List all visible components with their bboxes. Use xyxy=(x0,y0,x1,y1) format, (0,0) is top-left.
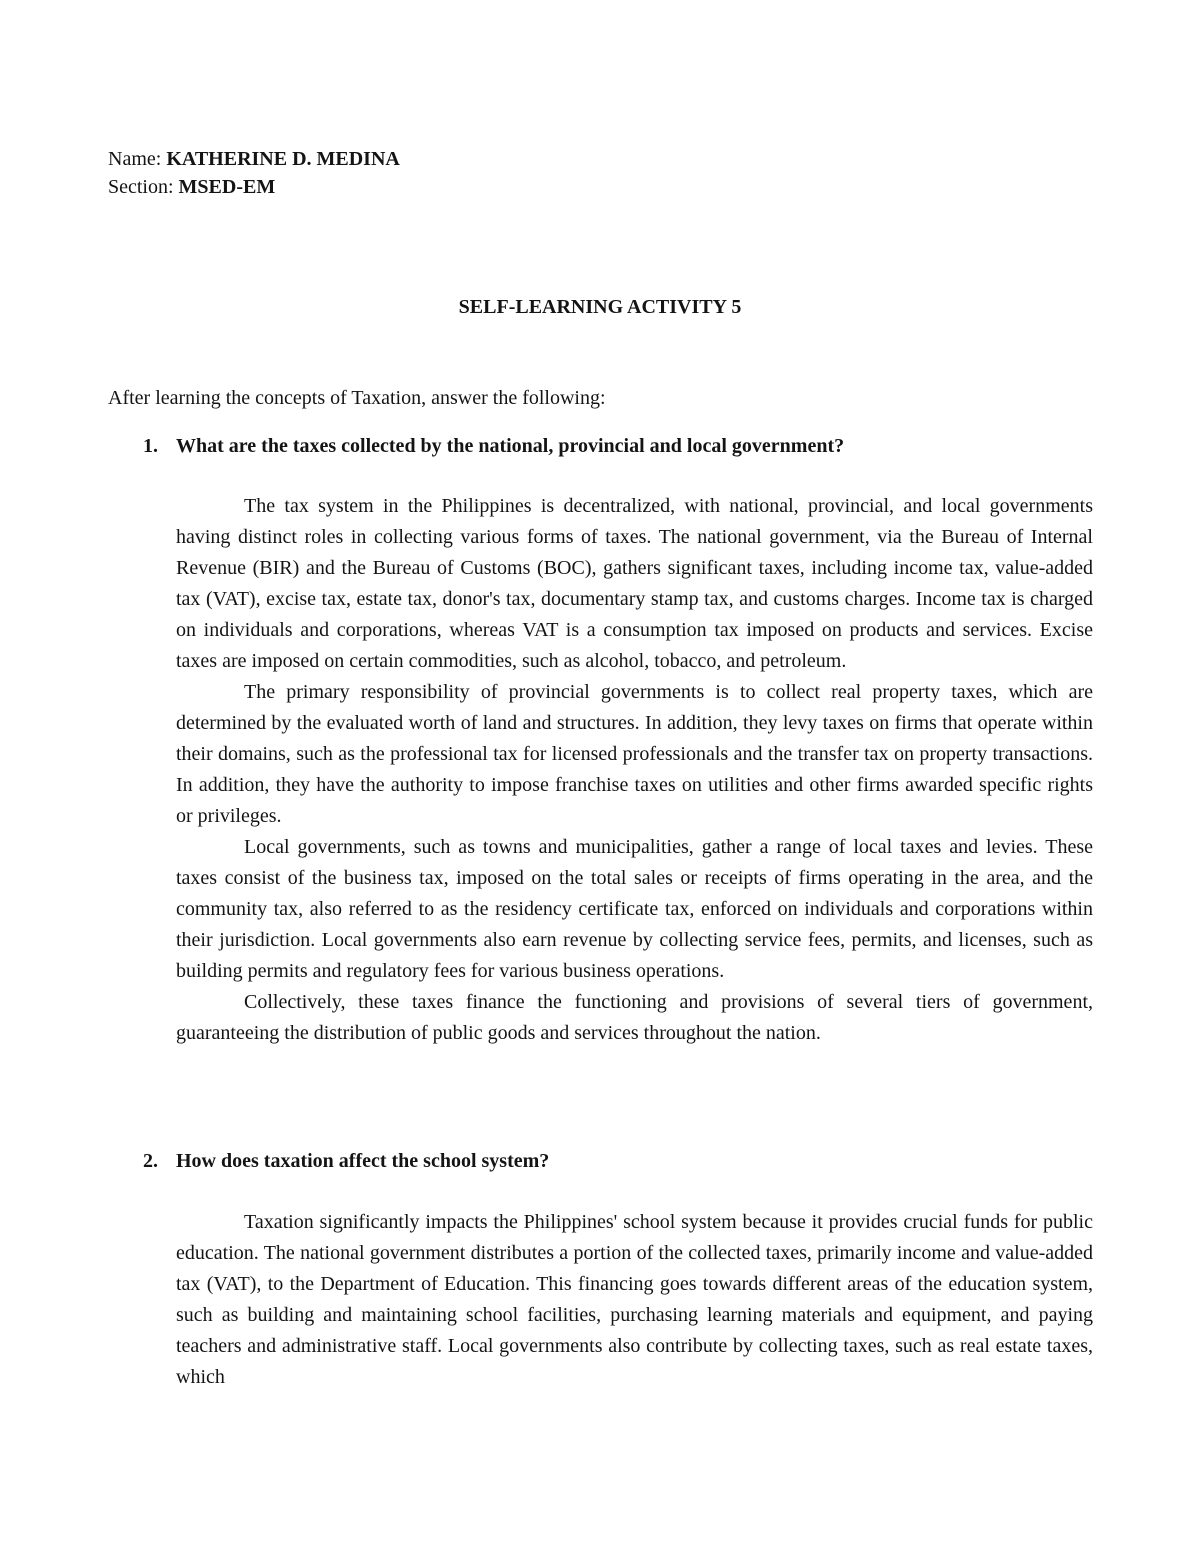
student-name: KATHERINE D. MEDINA xyxy=(166,148,400,170)
document-title: SELF-LEARNING ACTIVITY 5 xyxy=(458,296,742,318)
intro-text: After learning the concepts of Taxation, answer the following: xyxy=(108,387,606,409)
answer-1 xyxy=(176,491,1093,1049)
name-label: Name: xyxy=(108,148,167,170)
answer-paragraph: Taxation significantly impacts the Philippines' school system because it provides crucial funds for public education. The national government distributes a portion of the collected taxes, primarily income and value-added tax (VAT), to the Department of Education. This financing goes towards different areas of the education system, such as building and maintaining school facilities, purchasing learning materials and equipment, and paying teachers and administrative staff. Local governments also contribute by collecting taxes, such as real estate taxes, which xyxy=(176,1211,1093,1388)
question-number: 2. xyxy=(143,1150,158,1172)
section-line xyxy=(108,173,400,201)
question-text: What are the taxes collected by the national, provincial and local government? xyxy=(176,435,845,457)
answer-2 xyxy=(176,1207,1093,1393)
question-1 xyxy=(108,432,1098,460)
question-2 xyxy=(108,1147,1098,1175)
section-value: MSED-EM xyxy=(178,176,276,198)
answer-paragraph: The primary responsibility of provincial governments is to collect real property taxes, which are determined by the evaluated worth of land and structures. In addition, they levy taxes on firms that operate within their domains, such as the professional tax for licensed professionals and the transfer tax on property transactions. In addition, they have the authority to impose franchise taxes on utilities and other firms awarded specific rights or privileges. xyxy=(176,681,1093,827)
name-line xyxy=(108,145,400,173)
answer-paragraph: Local governments, such as towns and municipalities, gather a range of local taxes and levies. These taxes consist of the business tax, imposed on the total sales or receipts of firms operating in the area, and the community tax, also referred to as the residency certificate tax, enforced on individuals and corporations within their jurisdiction. Local governments also earn revenue by collecting service fees, permits, and licenses, such as building permits and regulatory fees for various business operations. xyxy=(176,836,1093,982)
answer-paragraph: The tax system in the Philippines is decentralized, with national, provincial, and local governments having distinct roles in collecting various forms of taxes. The national government, via the Bureau of Internal Revenue (BIR) and the Bureau of Customs (BOC), gathers significant taxes, including income tax, value-added tax (VAT), excise tax, estate tax, donor's tax, documentary stamp tax, and customs charges. Income tax is charged on individuals and corporations, whereas VAT is a consumption tax imposed on products and services. Excise taxes are imposed on certain commodities, such as alcohol, tobacco, and petroleum. xyxy=(176,495,1093,672)
question-text: How does taxation affect the school system? xyxy=(176,1150,550,1172)
section-label: Section: xyxy=(108,176,179,198)
answer-paragraph: Collectively, these taxes finance the functioning and provisions of several tiers of government, guaranteeing the distribution of public goods and services throughout the nation. xyxy=(176,991,1093,1044)
student-info xyxy=(108,145,400,201)
question-number: 1. xyxy=(143,435,158,457)
